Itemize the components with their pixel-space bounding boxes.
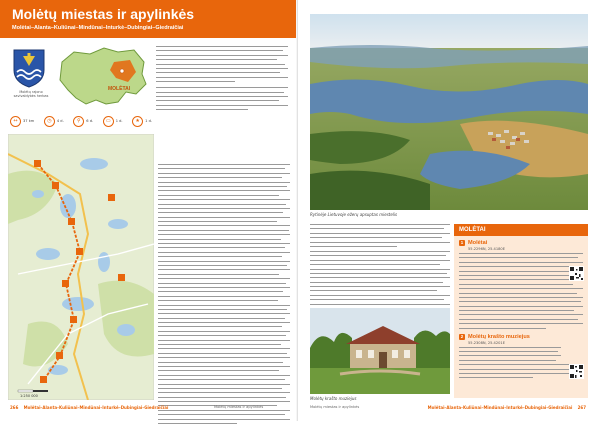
page-title: Molėtų miestas ir apylinkės (12, 6, 195, 22)
body-text-column (158, 118, 290, 427)
poi-coordinates: 55.2308N, 25.4201E (468, 340, 505, 345)
right-page (298, 0, 596, 421)
locator-map (56, 44, 150, 110)
photo-caption-bottom: Molėtų krašto muziejus (310, 396, 357, 401)
distance-icon: ↔ (10, 116, 21, 127)
route-info-row (10, 113, 152, 129)
route-map (8, 134, 154, 400)
info-item-car (103, 113, 123, 129)
info-value: 1 d. (145, 119, 152, 123)
coat-of-arms-icon (12, 48, 46, 88)
poi-entry-title (459, 240, 583, 246)
route-subtitle: Molėtai–Alanta–Kuliūnai–Mindūnai–Inturkė–Dubingiai–Giedraičiai (12, 25, 184, 31)
info-item-rating (132, 113, 152, 129)
info-item-bike (73, 113, 93, 129)
star-icon: ★ (132, 116, 143, 127)
footer-section-title: Molėtų miestas ir apylinkės (310, 405, 360, 409)
qr-code-icon (569, 364, 584, 379)
poi-entry-title (459, 334, 583, 340)
poi-number-badge: 2 (460, 333, 464, 339)
info-box-heading: MOLĖTAI (454, 224, 588, 236)
footer-route-title: Molėtai–Alanta–Kuliūnai–Mindūnai–Inturkė–Dubingiai–Giedraičiai (427, 405, 573, 410)
info-value: 37 km (23, 119, 35, 123)
poi-coordinates: 55.2296N, 25.4180E (468, 247, 505, 251)
info-value: 6 d. (86, 119, 94, 123)
info-item-time (44, 113, 64, 129)
qr-code-icon (569, 266, 584, 281)
info-item-distance (10, 113, 34, 129)
poi-number-badge: 1 (460, 240, 464, 245)
right-text-column (310, 224, 450, 312)
moletai-info-box (454, 224, 588, 398)
footer-left (10, 405, 168, 410)
museum-photo (310, 308, 450, 394)
clock-icon: ◷ (44, 116, 55, 127)
footer-right (428, 405, 586, 410)
page-number: 267 (577, 405, 586, 410)
coat-caption: Molėtų rajono savivaldybės herbas (13, 90, 49, 99)
title-banner (0, 0, 298, 38)
poi-name: Molėtų krašto muziejus (468, 333, 530, 340)
info-value: 4 d. (56, 119, 64, 123)
left-page (0, 0, 298, 421)
info-value: 1 d. (115, 119, 123, 123)
poi-name: Molėtai (468, 240, 488, 246)
aerial-town-photo (310, 14, 588, 210)
page-number: 266 (10, 405, 19, 410)
car-icon: ▭ (103, 116, 114, 127)
intro-text-column (156, 46, 288, 113)
map-scale-label: 1:250 000 (20, 394, 38, 398)
footer-route-title: Molėtai–Alanta–Kuliūnai–Mindūnai–Inturkė–Dubingiai–Giedraičiai (23, 405, 169, 410)
footer-section-title: Molėtų miestas ir apylinkės (214, 405, 264, 409)
locator-label: MOLĖTAI (108, 86, 131, 92)
photo-caption-top: Rytinėje Lietuvoje ežerų apsuptas miestelis (310, 212, 398, 217)
bike-icon: ⚲ (73, 116, 84, 127)
